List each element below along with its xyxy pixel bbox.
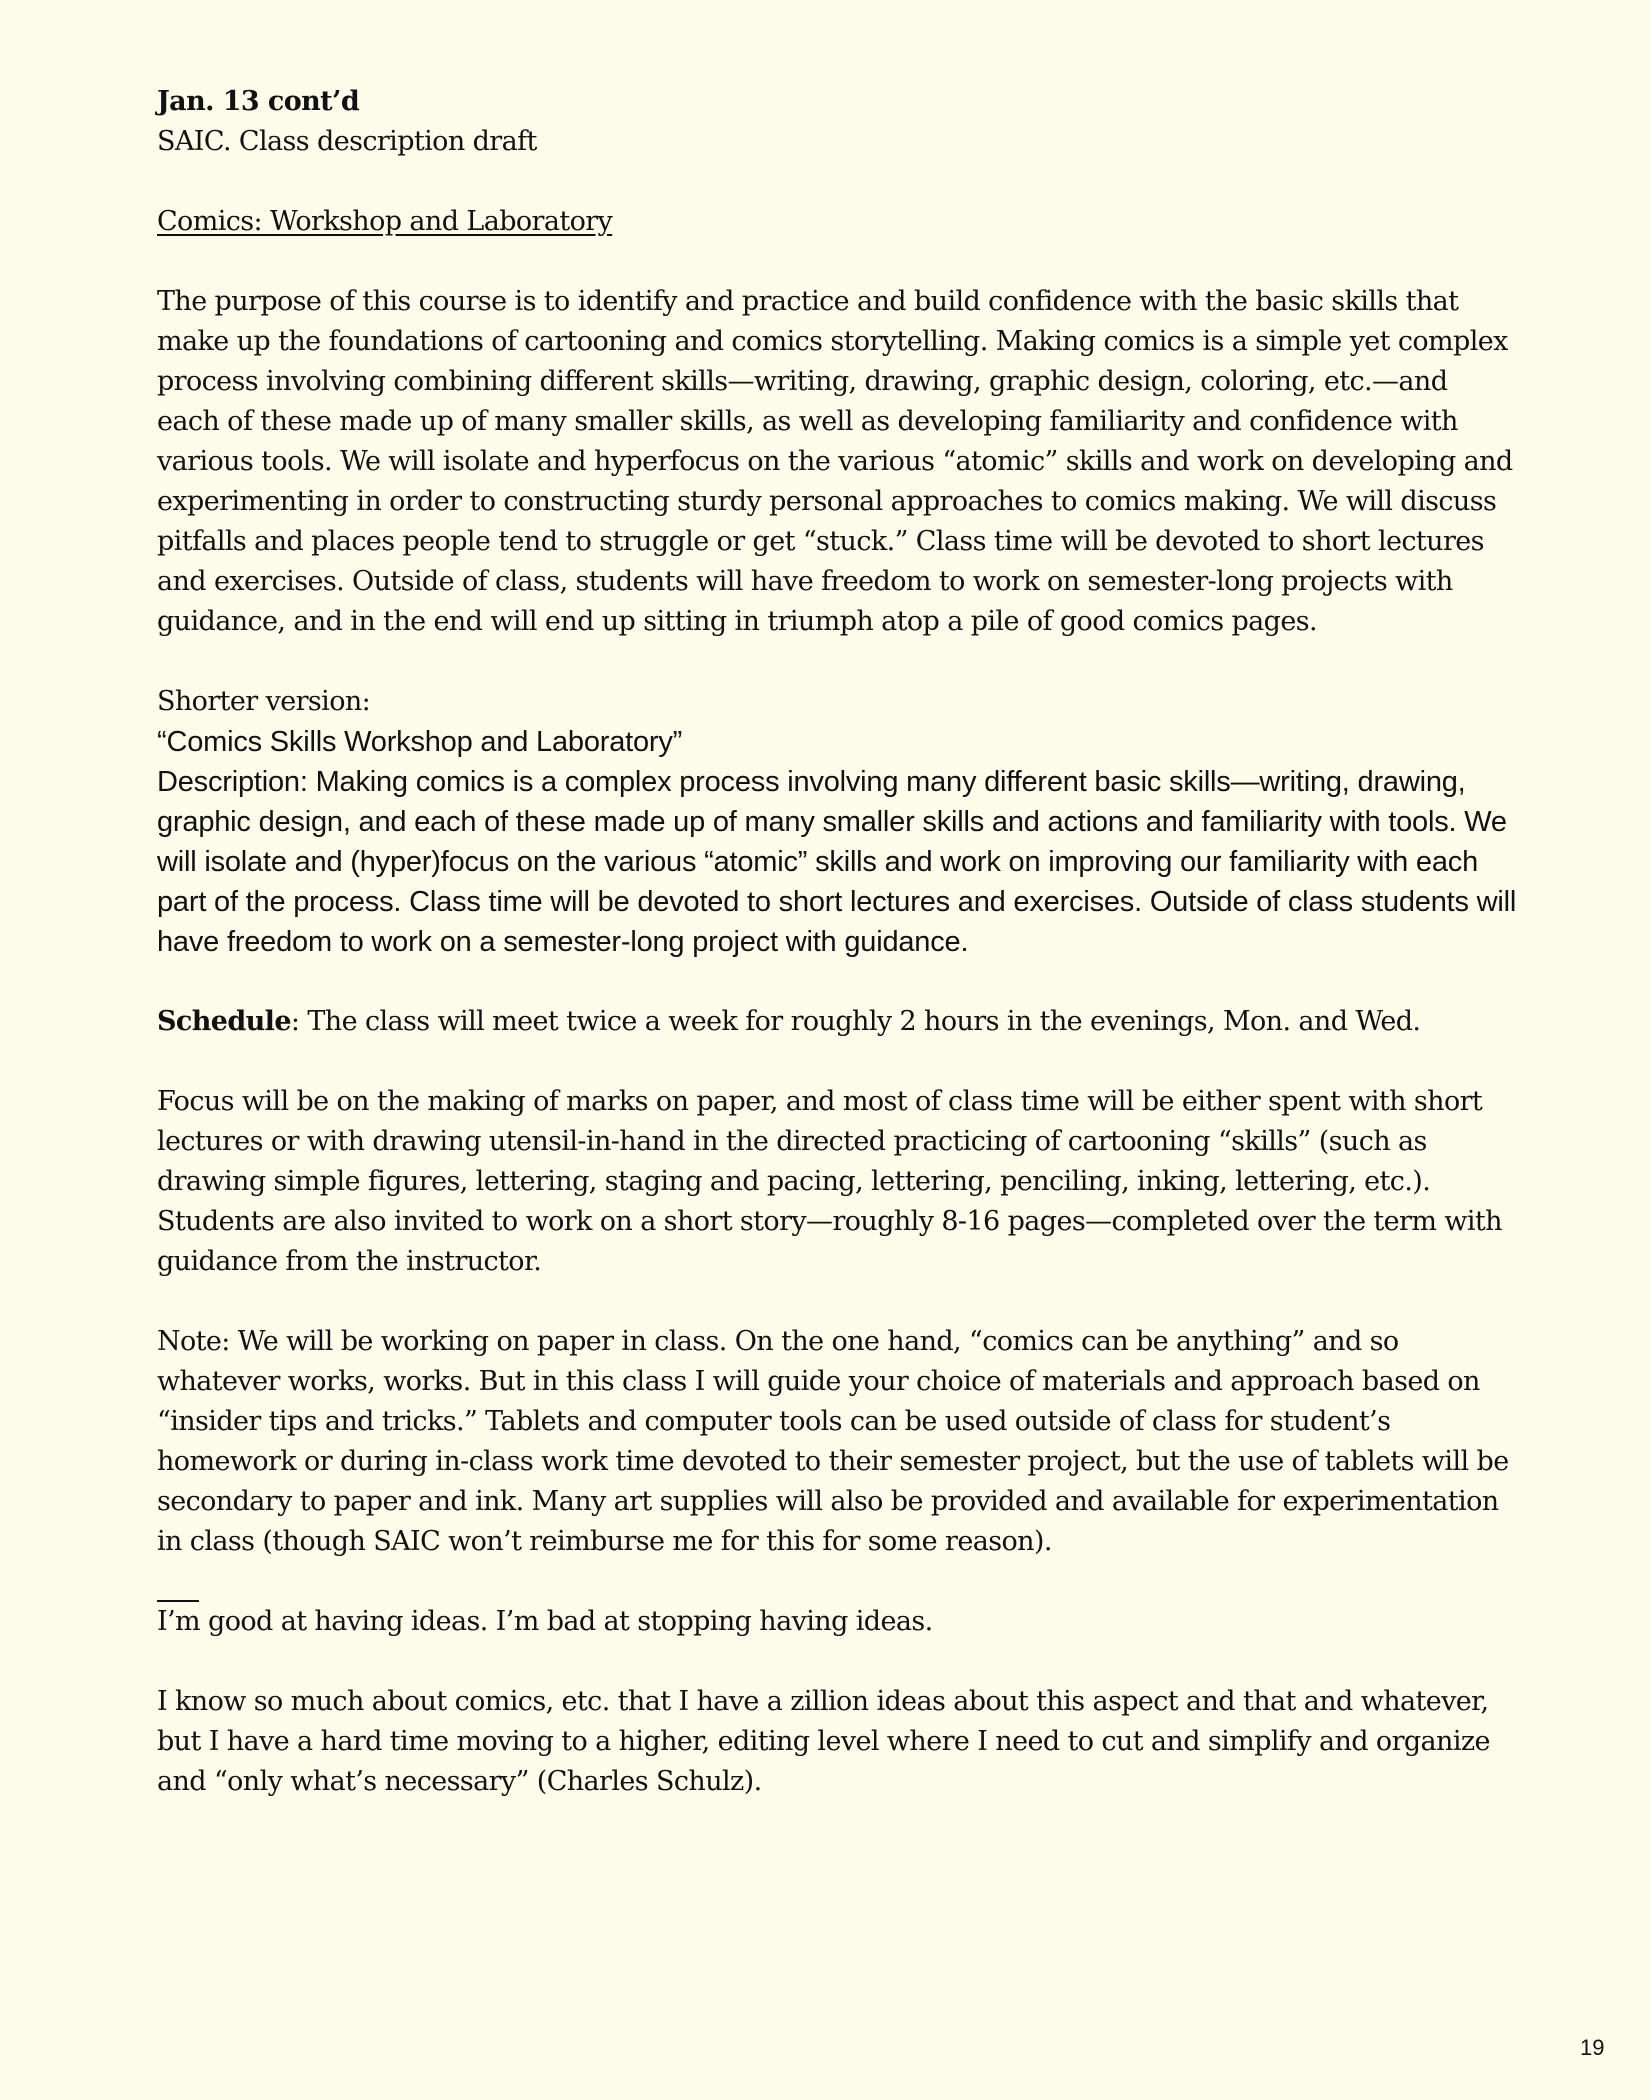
schedule-label: Schedule — [157, 1006, 291, 1037]
focus-paragraph: Focus will be on the making of marks on paper, and most of class time will be either spent with short lectures or with drawing utensil-in-hand in the directed practicing of cartooning “skills” (such as drawing simple figures, lettering, staging and pacing, lettering, penciling, inking, lettering, etc.). Students are also invited to work on a short story—roughly 8-16 pages—completed over the term with guidance from the instructor. — [157, 1086, 1502, 1277]
shorter-version-description: Description: Making comics is a complex process involving many different basic skills—writing, drawing, graphic design, and each of these made up of many smaller skills and actions and familiarity with tools. We will isolate and (hyper)focus on the various “atomic” skills and work on improving our familiarity with each part of the process. Class time will be devoted to short lectures and exercises. Outside of class students will have freedom to work on a semester-long project with guidance. — [157, 766, 1517, 958]
purpose-paragraph: The purpose of this course is to identify and practice and build confidence with the basic skills that make up the foundations of cartooning and comics storytelling. Making comics is a simple yet complex process involving combining different skills—writing, drawing, graphic design, coloring, etc.—and each of these made up of many smaller skills, as well as developing familiarity and confidence with various tools. We will isolate and hyperfocus on the various “atomic” skills and work on developing and experimenting in order to constructing sturdy personal approaches to comics making. We will discuss pitfalls and places people tend to struggle or get “stuck.” Class time will be devoted to short lectures and exercises. Outside of class, students will have freedom to work on semester-long projects with guidance, and in the end will end up sitting in triumph atop a pile of good comics pages. — [157, 286, 1513, 637]
course-title-line — [157, 202, 1517, 242]
schedule-paragraph — [157, 1002, 1517, 1042]
shorter-version-label: Shorter version: — [157, 686, 371, 717]
shorter-version-title: “Comics Skills Workshop and Laboratory” — [157, 726, 683, 758]
schedule-text: : The class will meet twice a week for roughly 2 hours in the evenings, Mon. and Wed. — [290, 1006, 1421, 1037]
note-paragraph: Note: We will be working on paper in class. On the one hand, “comics can be anything” and so whatever works, works. But in this class I will guide your choice of materials and approach based on “insider tips and tricks.” Tablets and computer tools can be used outside of class for student’s homework or during in-class work time devoted to their semester project, but the use of tablets will be secondary to paper and ink. Many art supplies will also be provided and available for experimentation in class (though SAIC won’t reimburse me for this for some reason). — [157, 1326, 1509, 1557]
spacer — [157, 642, 1517, 682]
entry-date-heading: Jan. 13 cont’d — [157, 86, 360, 117]
spacer — [157, 242, 1517, 282]
spacer — [157, 1282, 1517, 1322]
course-title: Comics: Workshop and Laboratory — [157, 206, 613, 237]
shorter-version-block — [157, 722, 1517, 962]
ideas-line: I’m good at having ideas. I’m bad at stopping having ideas. — [157, 1606, 933, 1637]
spacer — [157, 962, 1517, 1002]
spacer — [157, 162, 1517, 202]
spacer — [157, 1042, 1517, 1082]
journal-page — [157, 82, 1517, 1802]
closing-paragraph: I know so much about comics, etc. that I have a zillion ideas about this aspect and that and whatever, but I have a hard time moving to a higher, editing level where I need to cut and simplify and organize and “only what’s necessary” (Charles Schulz). — [157, 1686, 1490, 1797]
spacer — [157, 1642, 1517, 1682]
entry-subtitle: SAIC. Class description draft — [157, 126, 537, 157]
page-number: 19 — [1580, 2035, 1605, 2060]
